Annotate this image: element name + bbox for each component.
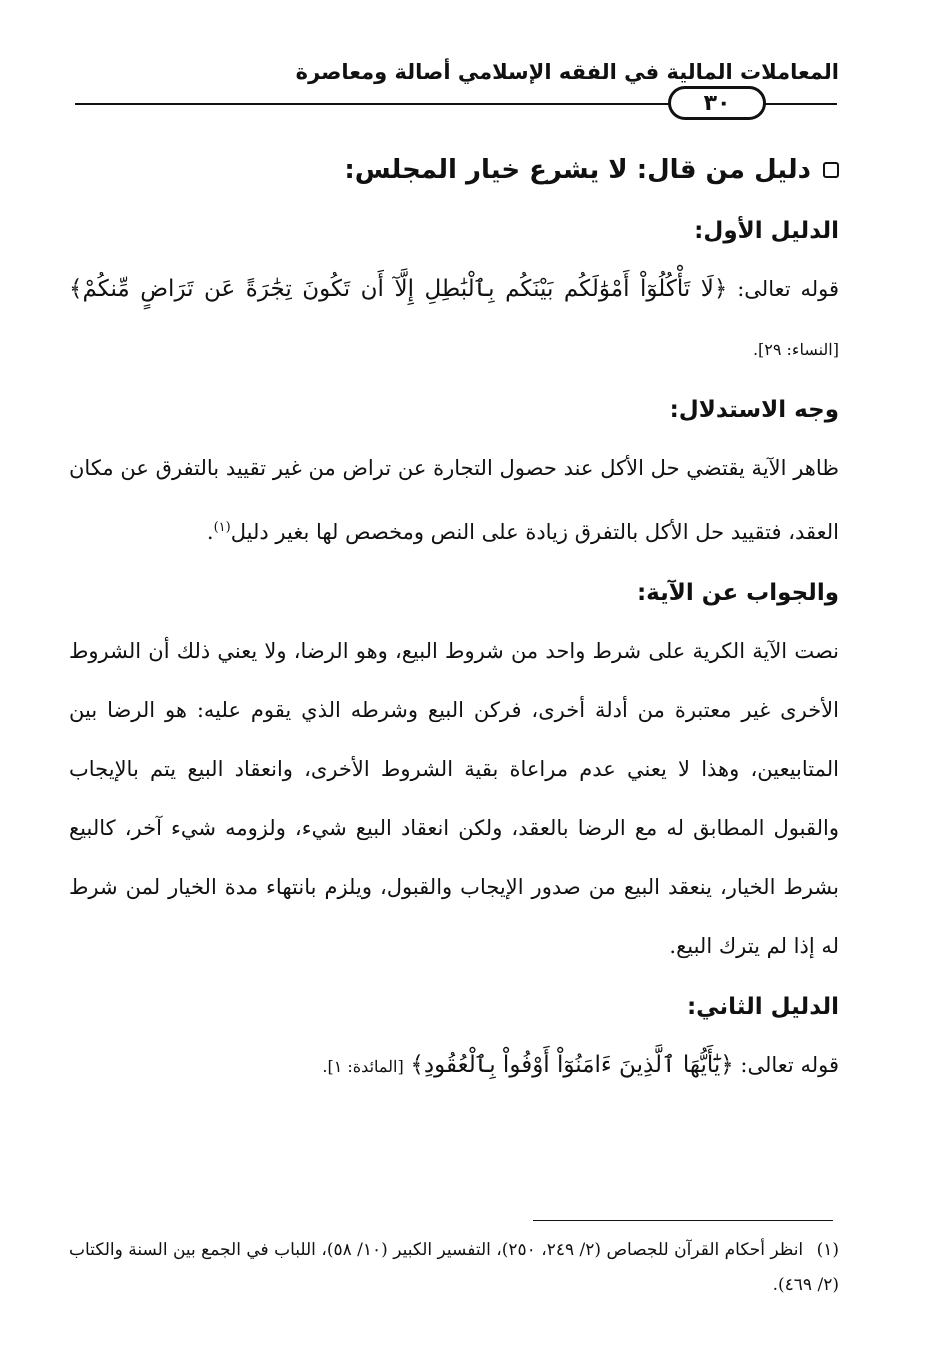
first-evidence-intro: قوله تعالى: <box>737 277 839 301</box>
footnote-separator <box>533 1220 833 1221</box>
footnote-text: انظر أحكام القرآن للجصاص (٢/ ٢٤٩، ٢٥٠)، التفسير الكبير (١٠/ ٥٨)، اللباب في الجمع بين السنة والكتاب (٢/ ٤٦٩). <box>69 1240 839 1295</box>
second-evidence-heading: الدليل الثاني: <box>686 994 839 1020</box>
footnote-reference[interactable]: (١) <box>213 520 231 535</box>
footnote-number: (١) <box>816 1240 840 1260</box>
page-body <box>69 140 839 1096</box>
second-evidence-text <box>69 1036 839 1096</box>
verse-reference: [المائدة: ١]. <box>322 1057 404 1076</box>
inference-text <box>69 439 839 562</box>
footnotes <box>69 1233 839 1303</box>
section-heading <box>69 140 839 200</box>
second-evidence-intro: قوله تعالى: <box>740 1053 839 1077</box>
inference-body: ظاهر الآية يقتضي حل الأكل عند حصول التجارة عن تراض من غير تقييد بالتفرق عن مكان العقد، فتقييد حل الأكل بالتفرق زيادة على النص ومخصص لها بغير دليل <box>69 456 839 544</box>
page-number-badge: ٣٠ <box>668 86 766 120</box>
answer-text: نصت الآية الكرية على شرط واحد من شروط البيع، وهو الرضا، ولا يعني ذلك أن الشروط الأخرى غير معتبرة من أدلة أخرى، فركن البيع وشرطه الذي يقوم عليه: هو الرضا بين المتابيعين، وهذا لا يعني عدم مراعاة بقية الشروط الأخرى، وانعقاد البيع يتم بالإيجاب والقبول المطابق له مع الرضا بالعقد، ولكن انعقاد البيع شيء، ولزومه شيء آخر، كالبيع بشرط الخيار، ينعقد البيع من صدور الإيجاب والقبول، ويلزم بانتهاء مدة الخيار لمن شرط له إذا لم يترك البيع. <box>69 639 839 958</box>
first-evidence-text <box>69 260 839 379</box>
inference-end: . <box>206 520 214 544</box>
footnote-item <box>69 1233 839 1303</box>
quran-verse: ﴿يَٰٓأَيُّهَا ٱلَّذِينَ ءَامَنُوٓاْ أَوْفُواْ بِٱلْعُقُودِ﴾ <box>410 1052 734 1078</box>
inference-heading: وجه الاستدلال: <box>669 397 839 423</box>
verse-reference: [النساء: ٢٩]. <box>752 340 839 359</box>
section-heading-text: دليل من قال: لا يشرع خيار المجلس: <box>344 155 811 185</box>
first-evidence-heading: الدليل الأول: <box>694 218 839 244</box>
answer-heading: والجواب عن الآية: <box>636 580 839 606</box>
quran-verse: ﴿لَا تَأْكُلُوٓاْ أَمْوَٰلَكُم بَيْنَكُم بِٱلْبَٰطِلِ إِلَّآ أَن تَكُونَ تِجَٰرَةً عَن تَرَاضٍ مِّنكُمْ﴾ <box>69 276 728 302</box>
running-title: المعاملات المالية في الفقه الإسلامي أصالة ومعاصرة <box>295 60 839 84</box>
square-bullet-icon <box>823 162 839 178</box>
